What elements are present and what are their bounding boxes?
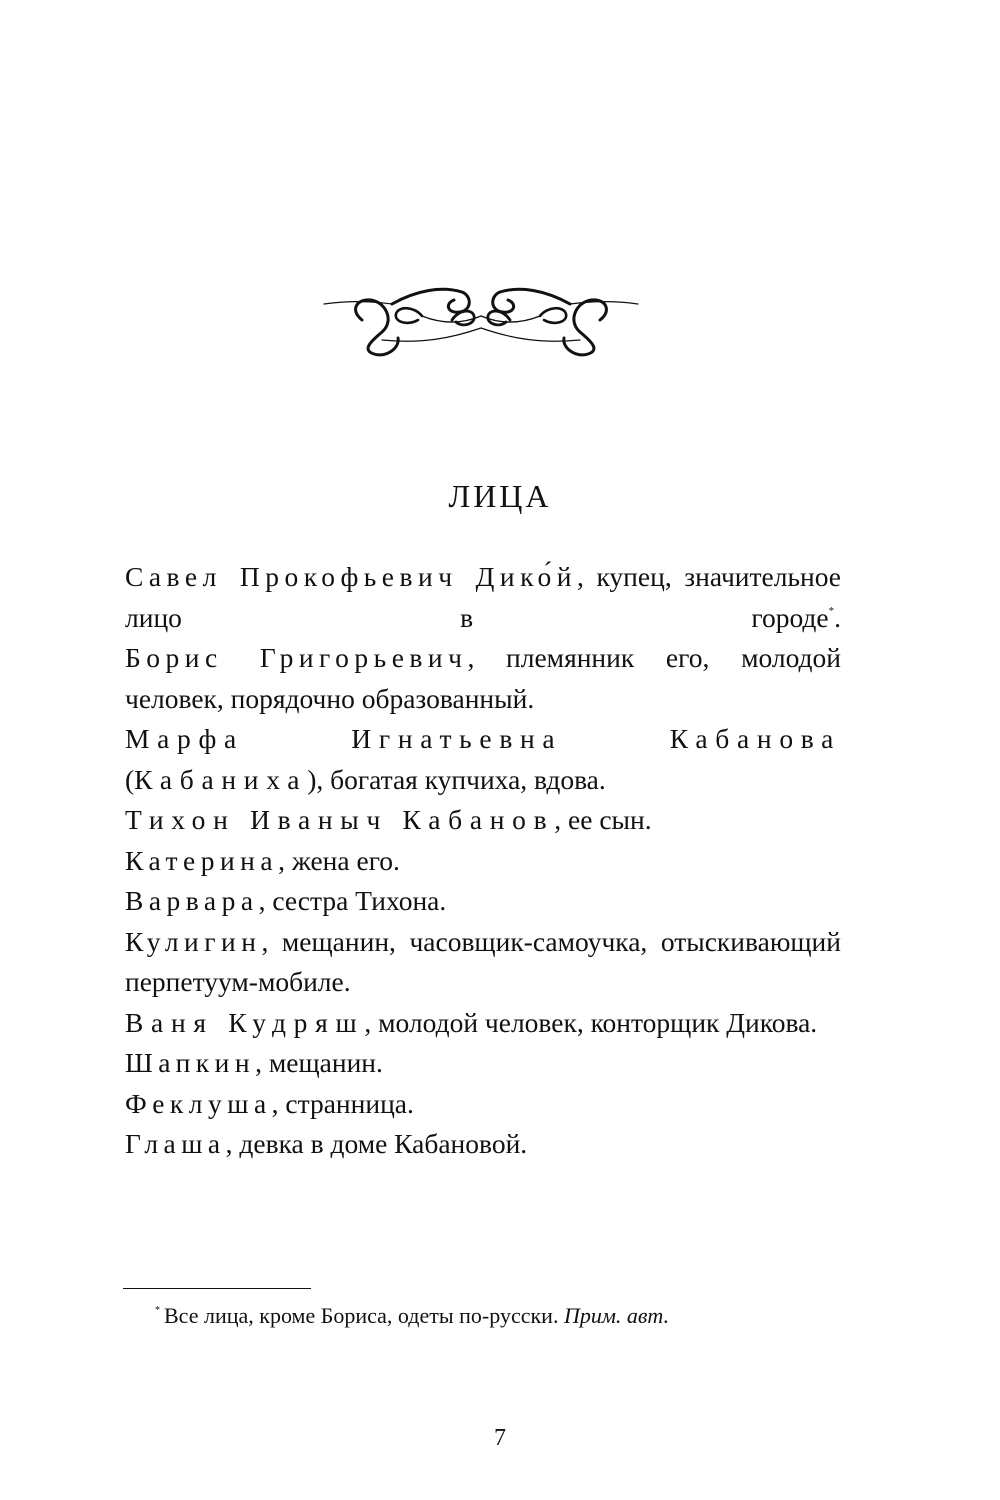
character-name: Варвара	[125, 885, 259, 916]
footnote	[155, 1301, 669, 1331]
character-name: Савел Прокофьевич Дико́й	[125, 561, 578, 592]
character-description: ), богатая купчиха, вдова.	[307, 763, 606, 795]
character-description: , странница.	[271, 1087, 414, 1119]
character-description: , девка в доме Кабановой.	[225, 1128, 528, 1159]
character-name: Тихон Иваныч Кабанов	[125, 804, 555, 835]
character-name: Феклуша	[125, 1087, 272, 1119]
cast-entry	[125, 881, 841, 922]
cast-entry	[125, 1124, 841, 1165]
character-description: , жена его.	[278, 844, 400, 876]
character-description: , молодой человек, конторщик Дикова.	[364, 1006, 818, 1038]
author-note: Прим. авт.	[563, 1303, 670, 1328]
footnote-ref: *	[828, 604, 835, 617]
character-description: , ее сын.	[554, 804, 652, 835]
character-alias: Кабаниха	[134, 763, 308, 795]
cast-entry	[125, 719, 841, 800]
footnote-divider	[123, 1288, 311, 1289]
cast-entry	[125, 557, 841, 638]
footnote-mark: *	[155, 1305, 160, 1316]
character-name: Ваня Кудряш	[125, 1006, 365, 1038]
cast-entry	[125, 922, 841, 1003]
character-description: , мещанин.	[255, 1047, 383, 1078]
character-description: , сестра Тихона.	[258, 885, 447, 916]
dramatis-personae	[125, 557, 841, 1165]
cast-entry	[125, 1043, 841, 1084]
cast-entry	[125, 638, 841, 719]
character-name: Шапкин	[125, 1047, 256, 1078]
cast-entry	[125, 1084, 841, 1125]
character-name: Борис Григорьевич	[125, 642, 468, 673]
page-title: ЛИЦА	[448, 478, 552, 514]
flourish-ornament-icon	[322, 280, 640, 360]
character-name: Кулигин	[125, 925, 262, 957]
character-name: Марфа Игнатьевна Кабанова	[125, 723, 841, 754]
character-description: , племянник его, молодой человек, порядочно образованный.	[125, 642, 841, 714]
cast-entry	[125, 841, 841, 882]
footnote-text: Все лица, кроме Бориса, одеты по-русски.	[164, 1303, 559, 1328]
character-description-open: (	[125, 763, 135, 795]
page-number: 7	[494, 1425, 506, 1451]
character-name: Глаша	[125, 1128, 226, 1159]
cast-entry	[125, 800, 841, 841]
character-description: , купец, значительное лицо в городе	[125, 561, 841, 633]
character-name: Катерина	[125, 844, 279, 876]
character-description: , мещанин, часовщик-самоучка, отыскивающий перпетуум-мобиле.	[125, 925, 841, 997]
character-description-end: .	[834, 601, 841, 633]
cast-entry	[125, 1003, 841, 1044]
